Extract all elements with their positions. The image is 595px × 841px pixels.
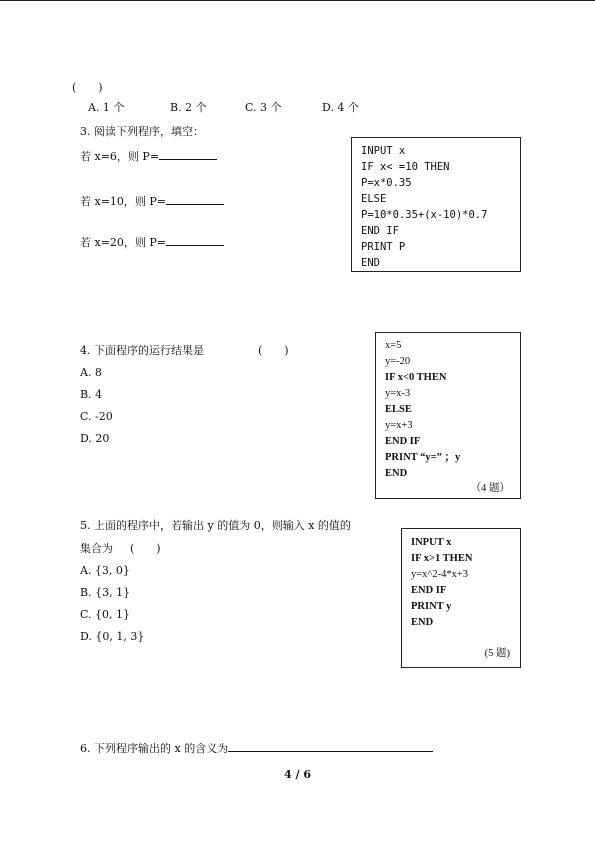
q5-option-d: D. {0, 1, 3} xyxy=(80,630,145,643)
q3-line-3-text: 若 x=20，则 P= xyxy=(80,236,167,249)
q5-code-line: END IF xyxy=(411,585,447,596)
q5-answer-paren: ( ) xyxy=(130,542,161,555)
q4-print-line: PRINT “y=” ；y xyxy=(385,452,461,463)
q6-answer-blank[interactable] xyxy=(228,740,433,752)
q4-code-line: y=-20 xyxy=(385,356,411,367)
q4-box-tag: （4 题） xyxy=(470,483,510,494)
q4-title: 4. 下面程序的运行结果是 xyxy=(80,344,204,357)
q2-answer-paren: ( ) xyxy=(72,81,103,94)
q5-code-line: END xyxy=(411,617,434,628)
q3-blank-2[interactable] xyxy=(166,193,224,205)
q3-blank-3[interactable] xyxy=(166,234,224,246)
q3-code-line: P=10*0.35+(x-10)*0.7 xyxy=(361,209,488,221)
q3-line-1 xyxy=(80,148,217,164)
q5-code-line: y=x^2-4*x+3 xyxy=(411,569,469,580)
q3-line-1-text: 若 x=6，则 P= xyxy=(80,150,160,163)
q4-option-c: C. -20 xyxy=(80,410,113,423)
q4-code-box xyxy=(375,332,521,499)
q4-code-line xyxy=(385,451,460,465)
q5-option-c: C. {0, 1} xyxy=(80,608,131,621)
q4-code-line: x=5 xyxy=(385,340,402,351)
q3-blank-1[interactable] xyxy=(159,148,217,160)
q4-answer-paren: ( ) xyxy=(258,344,289,357)
q3-code-line: IF x< =10 THEN xyxy=(361,161,450,173)
q4-code-line: END IF xyxy=(385,436,421,447)
q4-option-b: B. 4 xyxy=(80,388,103,401)
q5-title-line-1: 5. 上面的程序中，若输出 y 的值为 0，则输入 x 的值的 xyxy=(80,519,351,532)
q3-code-line: PRINT P xyxy=(361,241,406,253)
page-number: 4 / 6 xyxy=(284,768,311,781)
q2-option-a: A. 1 个 xyxy=(88,101,125,114)
q3-code-line: P=x*0.35 xyxy=(361,177,412,189)
q2-option-c: C. 3 个 xyxy=(245,101,282,114)
q3-code-box xyxy=(351,137,521,272)
q3-code-line: END xyxy=(361,257,380,269)
q6-line xyxy=(80,740,433,756)
q5-code-line: IF x>1 THEN xyxy=(411,553,473,564)
q3-line-2-text: 若 x=10，则 P= xyxy=(80,195,167,208)
q2-option-b: B. 2 个 xyxy=(170,101,207,114)
q5-option-b: B. {3, 1} xyxy=(80,586,131,599)
q3-line-3 xyxy=(80,234,224,250)
q3-code-line: INPUT x xyxy=(361,145,406,157)
q4-option-d: D. 20 xyxy=(80,432,110,445)
q4-option-a: A. 8 xyxy=(80,366,102,379)
q5-code-line: INPUT x xyxy=(411,537,452,548)
q4-code-line: IF x<0 THEN xyxy=(385,372,447,383)
q5-title-line-2: 集合为 xyxy=(80,542,113,555)
q5-code-line: PRINT y xyxy=(411,601,452,612)
q5-box-tag: (5 题) xyxy=(484,648,510,659)
q3-title: 3. 阅读下列程序，填空： xyxy=(80,125,204,138)
q6-title: 6. 下列程序输出的 x 的含义为 xyxy=(80,742,229,755)
q5-code-box xyxy=(401,528,521,668)
q5-option-a: A. {3, 0} xyxy=(80,564,130,577)
q4-code-line: ELSE xyxy=(385,404,412,415)
q4-code-line: y=x-3 xyxy=(385,388,411,399)
q2-option-d: D. 4 个 xyxy=(322,101,359,114)
q3-line-2 xyxy=(80,193,224,209)
q4-code-line: y=x+3 xyxy=(385,420,413,431)
q4-code-line: END xyxy=(385,468,408,479)
q3-code-line: END IF xyxy=(361,225,399,237)
q3-code-line: ELSE xyxy=(361,193,387,205)
top-rule xyxy=(0,0,595,1)
